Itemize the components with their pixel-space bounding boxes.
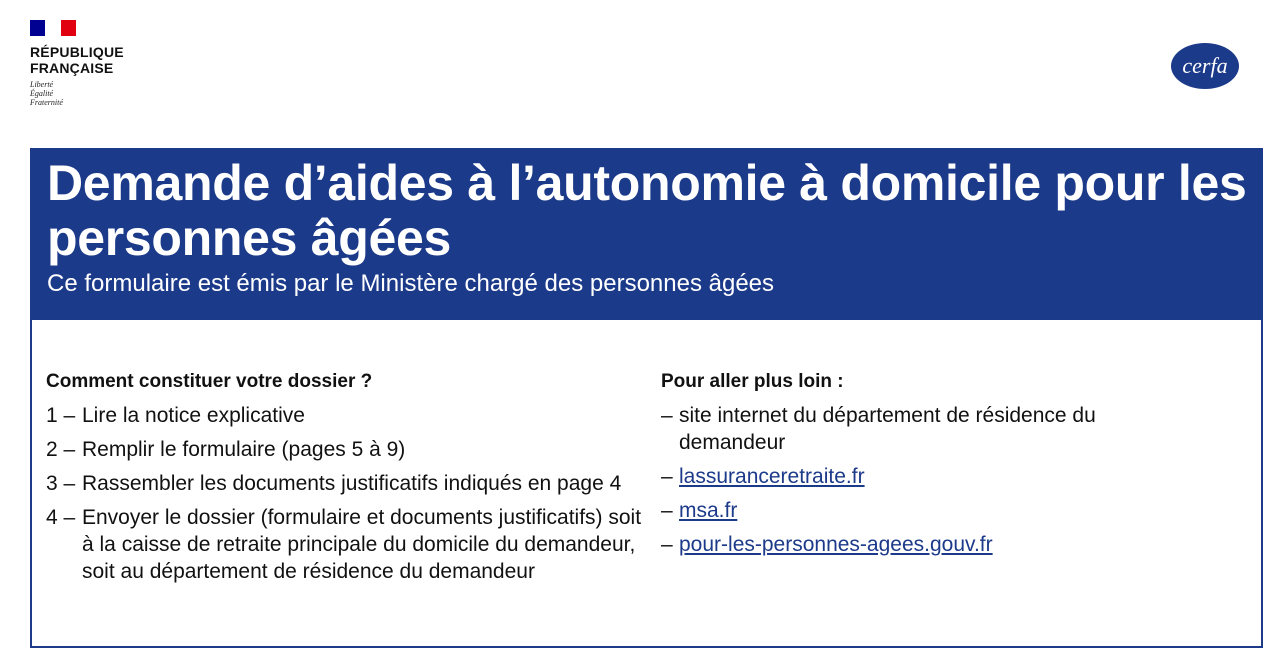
republic-motto — [30, 80, 124, 107]
dossier-instructions — [46, 370, 642, 592]
motto-fraternite: Fraternité — [30, 98, 63, 107]
page-title — [47, 148, 1263, 266]
further-info — [661, 370, 1221, 565]
step-item — [46, 436, 636, 463]
step-text: Remplir le formulaire (pages 5 à 9) — [82, 438, 406, 461]
step-number: 3 – — [46, 472, 76, 495]
step-number: 1 – — [46, 404, 76, 427]
instructions-heading: Comment constituer votre dossier ? — [46, 371, 373, 392]
further-info-list — [661, 402, 1221, 558]
step-number: 2 – — [46, 438, 76, 461]
page-subtitle: Ce formulaire est émis par le Ministère chargé des personnes âgées — [47, 270, 775, 297]
step-item — [46, 402, 636, 429]
step-number: 4 – — [46, 506, 76, 529]
republique-francaise-title: RÉPUBLIQUE FRANÇAISE — [30, 44, 124, 76]
motto-egalite: Égalité — [30, 89, 54, 98]
dash: – — [661, 465, 673, 488]
step-text: Lire la notice explicative — [82, 404, 305, 427]
dash: – — [661, 499, 673, 522]
list-item — [661, 531, 1221, 558]
steps-list — [46, 402, 642, 585]
link-personnes-agees[interactable]: pour-les-personnes-agees.gouv.fr — [679, 533, 993, 556]
list-item — [661, 402, 1159, 456]
page-title-text: Demande d’aides à l’autonomie à domicile pour les personnes âgées — [47, 155, 1247, 266]
cerfa-logo-text: cerfa — [1182, 53, 1228, 78]
dash: – — [661, 404, 673, 427]
link-msa[interactable]: msa.fr — [679, 499, 738, 522]
step-item — [46, 504, 647, 585]
title-banner — [30, 148, 1263, 320]
step-text: Envoyer le dossier (formulaire et documents justificatifs) soit à la caisse de retraite principale du domicile du demandeur, soit au département de résidence du demandeur — [82, 506, 642, 583]
further-info-heading: Pour aller plus loin : — [661, 371, 844, 392]
cerfa-logo — [1170, 42, 1240, 90]
step-text: Rassembler les documents justificatifs indiqués en page 4 — [82, 472, 622, 495]
department-website-text: site internet du département de résidence du demandeur — [679, 404, 1096, 454]
list-item — [661, 497, 1221, 524]
list-item — [661, 463, 1221, 490]
motto-liberte: Liberté — [30, 80, 54, 89]
link-lassuranceretraite[interactable]: lassuranceretraite.fr — [679, 465, 865, 488]
french-flag-icon — [30, 20, 76, 36]
step-item — [46, 470, 637, 497]
republique-francaise-logo — [30, 20, 124, 107]
dash: – — [661, 533, 673, 556]
